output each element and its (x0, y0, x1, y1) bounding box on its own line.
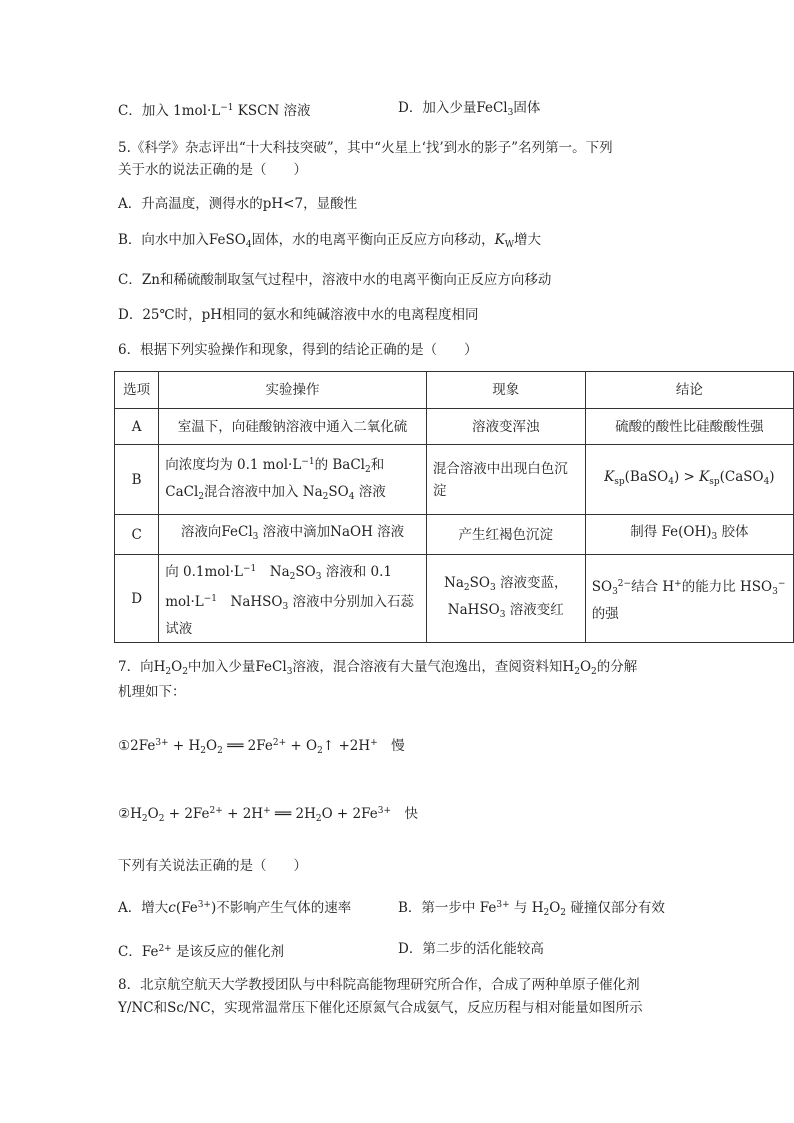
q6-stem: 6．根据下列实验操作和现象，得到的结论正确的是（ ） (118, 342, 478, 358)
row-operation: 室温下，向硅酸钠溶液中通入二氧化硫 (159, 409, 427, 445)
q8-line2: Y/NC和Sc/NC，实现常温常压下催化还原氮气合成氨气，反应历程与相对能量如图所示 (118, 1000, 643, 1016)
row-option: B (115, 445, 159, 515)
eq1-rate: 慢 (391, 738, 405, 754)
q7-stem-line1: 7．向$H_2O_2$中加入少量FeCl$_3$溶液，混合溶液有大量气泡逸出，查阅资料知$H_2O_2$的分解 (118, 659, 638, 677)
q7-equation-2: $②H_2O_2 + 2Fe^{2+} + 2H^+$ ══ $2H_2O + 2Fe^{3+}$ 快 (118, 806, 419, 824)
row-conclusion: 制得 $Fe(OH)_3$ 胶体 (585, 515, 793, 555)
table-row (115, 445, 794, 515)
row-conclusion: $SO_3^{2-}$结合 H+的能力比 $HSO_3^-$ 的强 (585, 555, 793, 643)
q5-option-d: D．25℃时，pH相同的氨水和纯碱溶液中水的电离程度相同 (118, 307, 479, 323)
table-row (115, 555, 794, 643)
header-conclusion: 结论 (585, 372, 793, 409)
row-phenomenon: 产生红褐色沉淀 (426, 515, 585, 555)
row-operation: 向 $0.1mol\cdot L^{-1}$ $Na_2SO_3$ 溶液和 0.1 $mol\cdot L^{-1}$ NaHSO$_3$ 溶液中分别加入石蕊 试液 (159, 555, 427, 643)
q5-option-c: C．Zn和稀硫酸制取氢气过程中，溶液中水的电离平衡向正反应方向移动 (118, 272, 552, 288)
eq2-rate: 快 (404, 806, 419, 822)
row-operation: 向浓度均为 0.1 $mol\cdot L^{-1}$的 BaCl$_2$和 CaCl$_2$混合溶液中加入 $Na_2SO_4$ 溶液 (159, 445, 427, 515)
row-option: C (115, 515, 159, 555)
row-conclusion: $K_{sp}(BaSO_4)$ > $K_{sp}(CaSO_4)$ (585, 445, 793, 515)
q7-option-d: D．第二步的活化能较高 (398, 941, 544, 957)
table-header-row (115, 372, 794, 409)
row-option: D (115, 555, 159, 643)
q5-option-b: B．向水中加入FeSO$_4$固体，水的电离平衡向正反应方向移动，$K_W$增大 (118, 232, 541, 250)
q4-option-d: D．加入少量FeCl$_3$固体 (398, 100, 541, 118)
q7-option-c: C．$Fe^{2+}$ 是该反应的催化剂 (118, 944, 285, 960)
row-phenomenon: 混合溶液中出现白色沉 淀 (426, 445, 585, 515)
q5-stem-line2: 关于水的说法正确的是（ ） (118, 162, 307, 178)
row-phenomenon: 溶液变浑浊 (426, 409, 585, 445)
table-row (115, 409, 794, 445)
q7-equation-1: $①2Fe^{3+} + H_2O_2$ ══ $2Fe^{2+}$ + $O_2↑ +2H^+$ 慢 (118, 738, 405, 756)
header-operation: 实验操作 (159, 372, 427, 409)
q7-stem-line2: 机理如下： (118, 684, 186, 700)
row-option: A (115, 409, 159, 445)
q5-stem-line1: 5.《科学》杂志评出“十大科技突破”，其中“火星上‘找’到水的影子”名列第一。下列 (118, 140, 613, 156)
q5-option-a: A．升高温度，测得水的pH<7，显酸性 (118, 196, 358, 212)
table-row (115, 515, 794, 555)
q7-question: 下列有关说法正确的是（ ） (118, 858, 307, 874)
row-conclusion: 硫酸的酸性比硅酸酸性强 (585, 409, 793, 445)
row-operation: 溶液向FeCl$_3$ 溶液中滴加NaOH 溶液 (159, 515, 427, 555)
q8-line1: 8．北京航空航天大学教授团队与中科院高能物理研究所合作，合成了两种单原子催化剂 (118, 977, 640, 993)
q7-option-a: A．增大$c(Fe^{3+})$不影响产生气体的速率 (118, 900, 352, 916)
q7-option-b: B．第一步中 $Fe^{3+}$ 与 $H_2O_2$ 碰撞仅部分有效 (398, 900, 665, 918)
experiment-table (114, 371, 794, 643)
row-phenomenon: $Na_2SO_3$ 溶液变蓝， NaHSO$_3$ 溶液变红 (426, 555, 585, 643)
header-option: 选项 (115, 372, 159, 409)
q4-option-c: C．加入 $1mol\cdot L^{-1}$ KSCN 溶液 (118, 103, 311, 119)
header-phenomenon: 现象 (426, 372, 585, 409)
